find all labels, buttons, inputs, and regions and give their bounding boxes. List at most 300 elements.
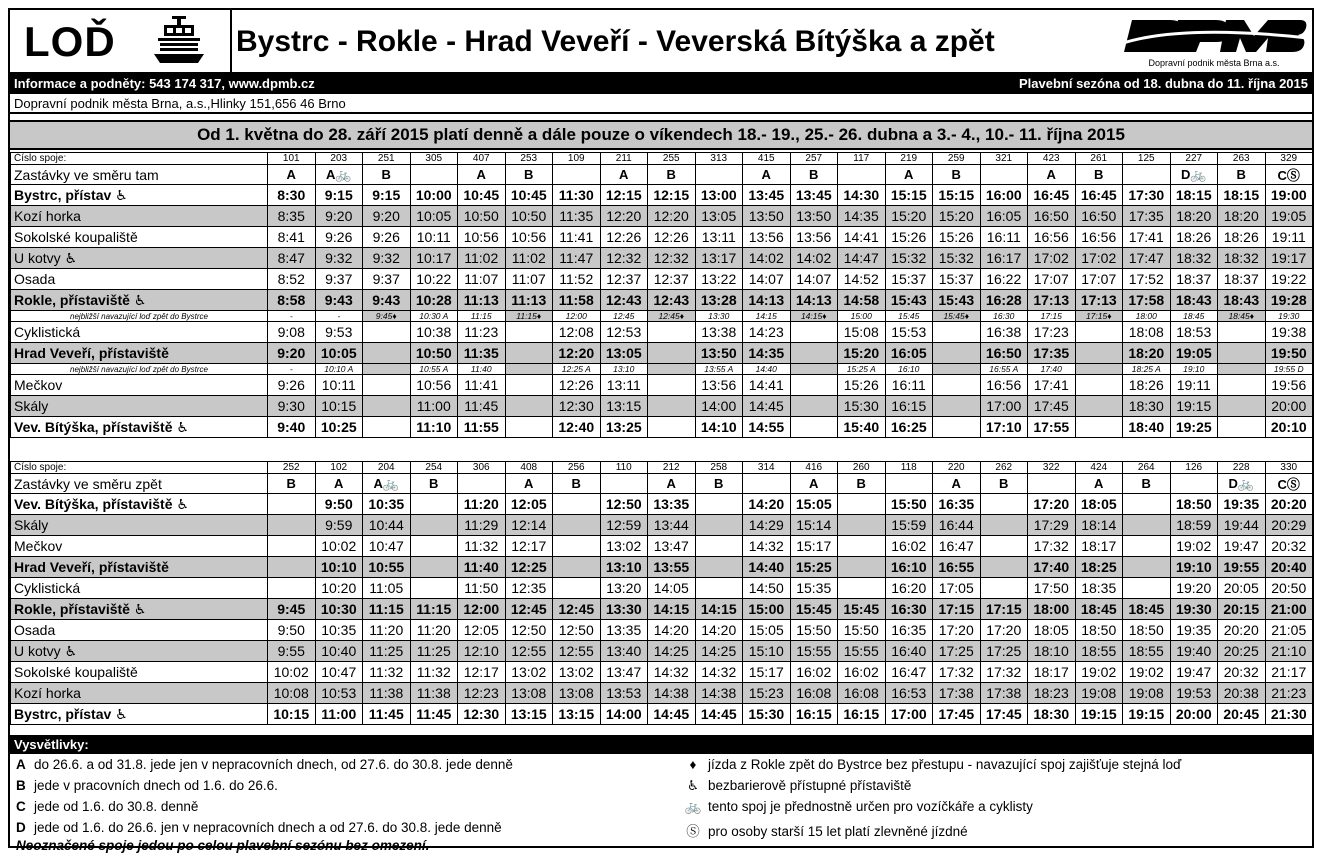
departure-time: 14:38 <box>648 683 696 704</box>
departure-time: 16:40 <box>885 641 933 662</box>
connection-time: 19:10 <box>1170 364 1218 375</box>
connection-time: 11:15♦ <box>505 311 553 322</box>
service-number: 407 <box>458 153 506 165</box>
departure-time: 9:26 <box>268 375 316 396</box>
service-flag: B <box>1123 474 1171 494</box>
departure-time: 15:15 <box>885 185 933 206</box>
departure-time <box>268 494 316 515</box>
service-number: 204 <box>363 462 411 474</box>
departure-time <box>553 536 601 557</box>
service-number: 110 <box>600 462 648 474</box>
departure-time: 18:23 <box>1028 683 1076 704</box>
departure-time: 11:30 <box>553 185 601 206</box>
service-flag: B <box>553 474 601 494</box>
service-flag <box>885 474 933 494</box>
validity-banner: Od 1. května do 28. září 2015 platí denně a dále pouze o víkendech 18.- 19., 25.- 26. dubna a 3.- 4., 10.- 11. října 2015 <box>10 120 1312 150</box>
departure-time: 12:43 <box>648 290 696 311</box>
departure-time: 15:08 <box>838 322 886 343</box>
departure-time: 18:00 <box>1028 599 1076 620</box>
departure-time: 19:55 <box>1218 557 1266 578</box>
departure-time: 16:15 <box>838 704 886 725</box>
departure-time: 16:44 <box>933 515 981 536</box>
departure-time: 15:20 <box>933 206 981 227</box>
departure-time <box>790 343 838 364</box>
connection-time: 11:40 <box>458 364 506 375</box>
legend-text: tento spoj je přednostně určen pro vozíčkáře a cyklisty <box>708 799 1033 814</box>
departure-time: 19:08 <box>1075 683 1123 704</box>
departure-time: 9:20 <box>363 206 411 227</box>
departure-time: 11:38 <box>410 683 458 704</box>
departure-time: 11:29 <box>458 515 506 536</box>
departure-time <box>648 396 696 417</box>
bicycle-icon: 🚲 <box>684 799 702 814</box>
departure-time: 8:30 <box>268 185 316 206</box>
departure-time: 14:05 <box>648 578 696 599</box>
stop-name: Vev. Bítýška, přístaviště ♿ <box>11 494 268 515</box>
service-number: 211 <box>600 153 648 165</box>
departure-time: 9:37 <box>315 269 363 290</box>
departure-time <box>410 557 458 578</box>
service-number: 424 <box>1075 462 1123 474</box>
service-number: 415 <box>743 153 791 165</box>
departure-time: 15:10 <box>743 641 791 662</box>
departure-time: 18:26 <box>1218 227 1266 248</box>
departure-time <box>790 417 838 438</box>
departure-time: 10:38 <box>410 322 458 343</box>
departure-time: 14:52 <box>838 269 886 290</box>
departure-time: 14:29 <box>743 515 791 536</box>
departure-time: 18:10 <box>1028 641 1076 662</box>
departure-time: 17:30 <box>1123 185 1171 206</box>
departure-time <box>695 578 743 599</box>
departure-time <box>838 557 886 578</box>
departure-time: 10:05 <box>315 343 363 364</box>
departure-time: 8:47 <box>268 248 316 269</box>
departure-time: 15:37 <box>933 269 981 290</box>
departure-time <box>410 578 458 599</box>
departure-time: 17:25 <box>980 641 1028 662</box>
departure-time: 19:02 <box>1123 662 1171 683</box>
departure-time: 12:20 <box>553 343 601 364</box>
departure-time: 14:07 <box>743 269 791 290</box>
departure-time <box>1123 557 1171 578</box>
departure-time <box>790 375 838 396</box>
departure-time: 20:38 <box>1218 683 1266 704</box>
departure-time: 19:17 <box>1265 248 1313 269</box>
departure-time <box>410 536 458 557</box>
departure-time: 18:26 <box>1123 375 1171 396</box>
connection-note-label: nejbližší navazující loď zpět do Bystrce <box>11 311 268 322</box>
departure-time: 21:17 <box>1265 662 1313 683</box>
departure-time <box>980 536 1028 557</box>
stop-row <box>11 683 1313 704</box>
departure-time: 10:17 <box>410 248 458 269</box>
direction-label: Zastávky ve směru tam <box>11 165 268 185</box>
stop-row <box>11 536 1313 557</box>
departure-time: 14:20 <box>648 620 696 641</box>
connection-time: 12:00 <box>553 311 601 322</box>
departure-time <box>648 322 696 343</box>
departure-time: 12:50 <box>553 620 601 641</box>
departure-time: 20:10 <box>1265 417 1313 438</box>
departure-time: 19:22 <box>1265 269 1313 290</box>
departure-time: 12:08 <box>553 322 601 343</box>
departure-time: 18:53 <box>1170 322 1218 343</box>
departure-time: 13:45 <box>743 185 791 206</box>
service-number: 227 <box>1170 153 1218 165</box>
departure-time: 12:23 <box>458 683 506 704</box>
departure-time: 16:35 <box>933 494 981 515</box>
departure-time: 13:47 <box>600 662 648 683</box>
legend-item-b <box>16 778 278 793</box>
departure-time: 17:02 <box>1028 248 1076 269</box>
departure-time <box>363 417 411 438</box>
departure-time: 9:59 <box>315 515 363 536</box>
departure-time: 12:26 <box>553 375 601 396</box>
departure-time: 14:25 <box>695 641 743 662</box>
departure-time: 12:32 <box>648 248 696 269</box>
service-flag: CⓈ <box>1265 474 1313 494</box>
departure-time: 16:38 <box>980 322 1028 343</box>
departure-time: 18:59 <box>1170 515 1218 536</box>
departure-time: 9:32 <box>315 248 363 269</box>
departure-time: 12:50 <box>505 620 553 641</box>
service-number-label: Číslo spoje: <box>11 153 268 165</box>
departure-time: 16:25 <box>885 417 933 438</box>
departure-time: 9:32 <box>363 248 411 269</box>
departure-time: 12:30 <box>458 704 506 725</box>
connection-time: 14:15 <box>743 311 791 322</box>
departure-time: 17:50 <box>1028 578 1076 599</box>
departure-time <box>363 396 411 417</box>
departure-time: 18:43 <box>1218 290 1266 311</box>
departure-time: 16:55 <box>933 557 981 578</box>
service-flag-row <box>11 165 1313 185</box>
departure-time <box>790 396 838 417</box>
departure-time: 14:10 <box>695 417 743 438</box>
legend-title-bar <box>10 735 1312 754</box>
stop-name: Bystrc, přístav ♿ <box>11 704 268 725</box>
departure-time: 16:56 <box>980 375 1028 396</box>
stop-name: Mečkov <box>11 375 268 396</box>
departure-time: 18:55 <box>1075 641 1123 662</box>
departure-time: 16:50 <box>980 343 1028 364</box>
connection-time: 17:15♦ <box>1075 311 1123 322</box>
departure-time: 19:40 <box>1170 641 1218 662</box>
departure-time: 17:20 <box>933 620 981 641</box>
service-number: 203 <box>315 153 363 165</box>
departure-time: 12:45 <box>553 599 601 620</box>
departure-time: 12:17 <box>505 536 553 557</box>
departure-time: 13:47 <box>648 536 696 557</box>
departure-time: 10:50 <box>458 206 506 227</box>
connection-time: 18:25 A <box>1123 364 1171 375</box>
departure-time: 9:43 <box>315 290 363 311</box>
departure-time <box>1123 578 1171 599</box>
departure-time: 16:08 <box>838 683 886 704</box>
departure-time: 15:14 <box>790 515 838 536</box>
service-flag: B <box>410 474 458 494</box>
service-flag: A <box>600 165 648 185</box>
departure-time: 11:10 <box>410 417 458 438</box>
departure-time: 18:08 <box>1123 322 1171 343</box>
departure-time: 19:35 <box>1170 620 1218 641</box>
departure-time: 11:20 <box>458 494 506 515</box>
departure-time: 18:43 <box>1170 290 1218 311</box>
service-number: 252 <box>268 462 316 474</box>
departure-time: 12:32 <box>600 248 648 269</box>
departure-time: 12:53 <box>600 322 648 343</box>
stop-name: Osada <box>11 620 268 641</box>
departure-time <box>410 494 458 515</box>
departure-time: 15:25 <box>790 557 838 578</box>
service-number-row <box>11 153 1313 165</box>
stop-row <box>11 641 1313 662</box>
legend-key: A <box>16 757 26 772</box>
legend-item-s <box>678 820 968 840</box>
departure-time: 9:08 <box>268 322 316 343</box>
connection-time: 14:15♦ <box>790 311 838 322</box>
departure-time: 12:30 <box>553 396 601 417</box>
departure-time <box>268 536 316 557</box>
departure-time: 17:29 <box>1028 515 1076 536</box>
departure-time: 13:30 <box>600 599 648 620</box>
inbound-timetable <box>10 461 1313 725</box>
connection-time: 12:45 <box>600 311 648 322</box>
service-flag: A <box>885 165 933 185</box>
departure-time: 15:45 <box>838 599 886 620</box>
departure-time: 16:08 <box>790 683 838 704</box>
header <box>10 10 1312 74</box>
departure-time: 19:47 <box>1218 536 1266 557</box>
departure-time: 10:11 <box>315 375 363 396</box>
departure-time <box>363 322 411 343</box>
departure-time: 18:26 <box>1170 227 1218 248</box>
legend-item-wheelchair <box>678 778 911 794</box>
departure-time: 17:00 <box>885 704 933 725</box>
service-number: 126 <box>1170 462 1218 474</box>
departure-time: 17:40 <box>1028 557 1076 578</box>
departure-time <box>933 417 981 438</box>
departure-time <box>1123 515 1171 536</box>
departure-time: 17:32 <box>1028 536 1076 557</box>
service-flag: A <box>933 474 981 494</box>
departure-time: 19:00 <box>1265 185 1313 206</box>
departure-time <box>695 494 743 515</box>
departure-time: 15:32 <box>933 248 981 269</box>
departure-time: 19:44 <box>1218 515 1266 536</box>
departure-time <box>505 343 553 364</box>
connection-time: 15:25 A <box>838 364 886 375</box>
departure-time: 18:50 <box>1075 620 1123 641</box>
service-number: 220 <box>933 462 981 474</box>
service-number: 321 <box>980 153 1028 165</box>
departure-time: 18:25 <box>1075 557 1123 578</box>
departure-time: 13:56 <box>790 227 838 248</box>
service-number: 330 <box>1265 462 1313 474</box>
service-flag: A <box>743 165 791 185</box>
departure-time: 19:38 <box>1265 322 1313 343</box>
departure-time: 10:30 <box>315 599 363 620</box>
connection-time <box>1075 364 1123 375</box>
departure-time: 16:56 <box>1028 227 1076 248</box>
departure-time: 21:30 <box>1265 704 1313 725</box>
departure-time: 10:44 <box>363 515 411 536</box>
departure-time: 17:45 <box>933 704 981 725</box>
departure-time: 13:22 <box>695 269 743 290</box>
connection-time: 18:45 <box>1170 311 1218 322</box>
dpmb-logo-mark <box>1120 14 1308 58</box>
departure-time: 13:35 <box>600 620 648 641</box>
departure-time: 14:13 <box>743 290 791 311</box>
stop-name: Sokolské koupaliště <box>11 662 268 683</box>
legend-key: B <box>16 778 26 793</box>
contact-info: Informace a podněty: 543 174 317, www.dpmb.cz <box>14 76 315 91</box>
service-number: 125 <box>1123 153 1171 165</box>
stop-name: U kotvy ♿ <box>11 248 268 269</box>
departure-time: 14:47 <box>838 248 886 269</box>
departure-time: 11:02 <box>505 248 553 269</box>
departure-time: 15:37 <box>885 269 933 290</box>
departure-time <box>553 515 601 536</box>
departure-time: 9:50 <box>315 494 363 515</box>
departure-time: 15:55 <box>790 641 838 662</box>
departure-time: 15:17 <box>790 536 838 557</box>
departure-time: 19:50 <box>1265 343 1313 364</box>
departure-time: 15:32 <box>885 248 933 269</box>
departure-time: 17:45 <box>980 704 1028 725</box>
departure-time: 15:45 <box>790 599 838 620</box>
departure-time: 18:35 <box>1075 578 1123 599</box>
service-number: 263 <box>1218 153 1266 165</box>
departure-time: 10:56 <box>505 227 553 248</box>
departure-time: 17:35 <box>1123 206 1171 227</box>
departure-time: 10:50 <box>505 206 553 227</box>
service-flag: B <box>838 474 886 494</box>
departure-time <box>268 578 316 599</box>
direction-label: Zastávky ve směru zpět <box>11 474 268 494</box>
connection-time: 16:55 A <box>980 364 1028 375</box>
brand-title: LOĎ <box>24 18 116 65</box>
stop-name: Kozí horka <box>11 206 268 227</box>
departure-time: 19:02 <box>1075 662 1123 683</box>
stop-name: Rokle, přístaviště ♿ <box>11 599 268 620</box>
stop-name: Vev. Bítýška, přístaviště ♿ <box>11 417 268 438</box>
departure-time: 10:02 <box>315 536 363 557</box>
departure-time: 11:00 <box>410 396 458 417</box>
connection-time: 10:10 A <box>315 364 363 375</box>
departure-time: 19:15 <box>1123 704 1171 725</box>
departure-time: 13:38 <box>695 322 743 343</box>
stop-row <box>11 494 1313 515</box>
departure-time <box>553 494 601 515</box>
service-number: 253 <box>505 153 553 165</box>
departure-time: 18:20 <box>1218 206 1266 227</box>
departure-time: 17:13 <box>1075 290 1123 311</box>
service-flag <box>600 474 648 494</box>
service-flag <box>1028 474 1076 494</box>
departure-time: 11:32 <box>458 536 506 557</box>
departure-time: 13:45 <box>790 185 838 206</box>
departure-time: 13:10 <box>600 557 648 578</box>
departure-time: 16:17 <box>980 248 1028 269</box>
service-flag <box>980 165 1028 185</box>
ship-icon <box>152 16 206 64</box>
departure-time: 10:45 <box>458 185 506 206</box>
departure-time: 11:45 <box>410 704 458 725</box>
departure-time: 9:50 <box>268 620 316 641</box>
departure-time <box>838 578 886 599</box>
departure-time: 8:41 <box>268 227 316 248</box>
service-flag: D🚲 <box>1170 165 1218 185</box>
departure-time: 14:35 <box>743 343 791 364</box>
connection-time: 18:00 <box>1123 311 1171 322</box>
connection-time: 15:45 <box>885 311 933 322</box>
service-flag <box>553 165 601 185</box>
departure-time: 17:23 <box>1028 322 1076 343</box>
stop-row <box>11 185 1313 206</box>
departure-time: 9:15 <box>363 185 411 206</box>
departure-time <box>1075 417 1123 438</box>
connection-note-row <box>11 364 1313 375</box>
service-number: 260 <box>838 462 886 474</box>
departure-time: 16:53 <box>885 683 933 704</box>
departure-time: 17:05 <box>933 578 981 599</box>
departure-time <box>648 417 696 438</box>
departure-time: 19:15 <box>1075 704 1123 725</box>
departure-time: 10:15 <box>268 704 316 725</box>
departure-time: 11:40 <box>458 557 506 578</box>
departure-time: 9:37 <box>363 269 411 290</box>
departure-time: 16:02 <box>885 536 933 557</box>
departure-time <box>1218 375 1266 396</box>
service-number: 118 <box>885 462 933 474</box>
departure-time: 11:15 <box>363 599 411 620</box>
departure-time <box>980 515 1028 536</box>
departure-time: 18:45 <box>1123 599 1171 620</box>
departure-time: 10:00 <box>410 185 458 206</box>
service-flag: CⓈ <box>1265 165 1313 185</box>
stop-name: Skály <box>11 515 268 536</box>
legend-title: Vysvětlivky: <box>14 737 89 752</box>
stop-row <box>11 417 1313 438</box>
connection-time: 15:00 <box>838 311 886 322</box>
departure-time: 12:55 <box>553 641 601 662</box>
departure-time <box>268 515 316 536</box>
departure-time <box>553 578 601 599</box>
legend-text: do 26.6. a od 31.8. jede jen v nepracovních dnech, od 27.6. do 30.8. jede denně <box>34 757 513 772</box>
departure-time: 13:40 <box>600 641 648 662</box>
connection-note-row <box>11 311 1313 322</box>
legend-footer: Neoznačené spoje jedou po celou plavební sezónu bez omezení. <box>16 838 430 853</box>
departure-time: 14:45 <box>743 396 791 417</box>
departure-time <box>1123 536 1171 557</box>
connection-time <box>1218 364 1266 375</box>
departure-time: 11:07 <box>458 269 506 290</box>
departure-time: 13:50 <box>743 206 791 227</box>
departure-time <box>980 494 1028 515</box>
departure-time: 20:32 <box>1265 536 1313 557</box>
departure-time: 18:05 <box>1075 494 1123 515</box>
departure-time: 9:30 <box>268 396 316 417</box>
departure-time <box>648 343 696 364</box>
departure-time: 13:28 <box>695 290 743 311</box>
departure-time: 18:14 <box>1075 515 1123 536</box>
departure-time: 17:10 <box>980 417 1028 438</box>
stop-row <box>11 396 1313 417</box>
departure-time <box>1218 343 1266 364</box>
departure-time: 20:00 <box>1170 704 1218 725</box>
